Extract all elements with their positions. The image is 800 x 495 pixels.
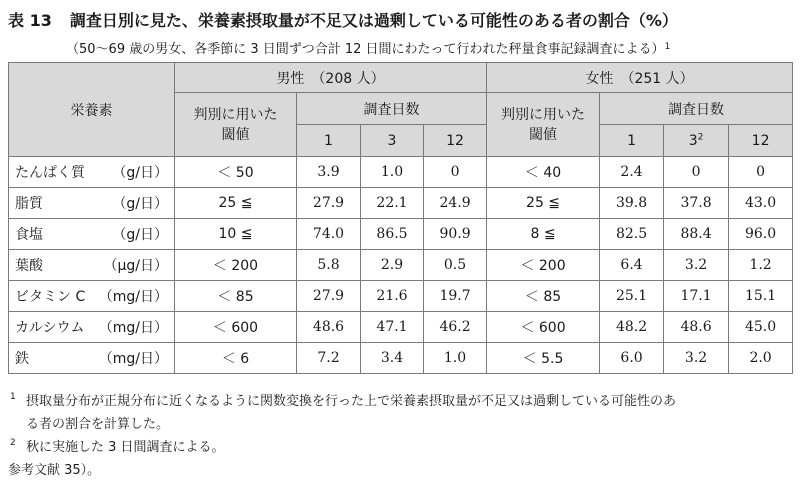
table-row [9, 219, 793, 250]
header-male-day-12: 12 [424, 125, 487, 157]
male-day-3-cell: 47.1 [361, 312, 424, 343]
male-day-1-cell: 27.9 [297, 188, 361, 219]
nutrient-unit: （g/日） [112, 227, 168, 243]
female-day-3-cell: 17.1 [664, 281, 729, 312]
footnote-mark: 2 [697, 131, 704, 142]
male-day-12-cell: 19.7 [424, 281, 487, 312]
footnote-mark: 1 [10, 392, 16, 402]
female-criterion-cell: ＜ 200 [487, 250, 600, 281]
header-male-days: 調査日数 [297, 93, 487, 125]
female-criterion-cell: ＜ 40 [487, 157, 600, 188]
female-criterion-cell: ＜ 85 [487, 281, 600, 312]
female-day-3-cell: 0 [664, 157, 729, 188]
table-row [9, 157, 793, 188]
criterion-label-line2: 閾値 [529, 126, 558, 143]
footnote-mark: 2 [10, 438, 16, 448]
nutrient-name: 葉酸 [15, 258, 43, 274]
subtitle-text: （50～69 歳の男女、各季節に 3 日間ずつ合計 12 日間にわたって行われた秤量食事記録調査による） [66, 41, 665, 57]
female-day-1-cell: 6.4 [600, 250, 664, 281]
nutrient-name: 脂質 [15, 196, 43, 212]
nutrient-name: 食塩 [15, 227, 43, 243]
nutrient-cell [9, 281, 175, 312]
female-day-3-cell: 48.6 [664, 312, 729, 343]
male-day-12-cell: 90.9 [424, 219, 487, 250]
header-female-day-3 [664, 125, 729, 157]
male-day-1-cell: 3.9 [297, 157, 361, 188]
male-criterion-cell: 10 ≦ [175, 219, 297, 250]
male-criterion-cell: ＜ 50 [175, 157, 297, 188]
table-row [9, 312, 793, 343]
female-day-3-cell: 3.2 [664, 250, 729, 281]
criterion-label-line1: 判別に用いた [501, 106, 586, 123]
footnotes [8, 390, 792, 482]
criterion-label-line1: 判別に用いた [193, 106, 278, 123]
nutrient-cell [9, 219, 175, 250]
reference-note: 参考文献 35）。 [8, 463, 101, 478]
table-number: 表 13 [8, 10, 52, 30]
nutrient-table [8, 62, 793, 374]
female-day-1-cell: 48.2 [600, 312, 664, 343]
female-day-3-cell: 37.8 [664, 188, 729, 219]
male-day-12-cell: 0.5 [424, 250, 487, 281]
table-subtitle: （50～69 歳の男女、各季節に 3 日間ずつ合計 12 日間にわたって行われた秤量食事記録調査による） 1 [66, 36, 670, 58]
female-day-3-cell: 3.2 [664, 343, 729, 374]
table-title: 調査日別に見た、栄養素摂取量が不足又は過剰している可能性のある者の割合（%） [69, 10, 678, 30]
nutrient-unit: （mg/日） [98, 320, 168, 336]
nutrient-unit: （g/日） [112, 165, 168, 181]
nutrient-name: ビタミン C [15, 289, 86, 305]
male-criterion-cell: ＜ 600 [175, 312, 297, 343]
header-female-day-12 [729, 125, 793, 157]
nutrient-cell [9, 250, 175, 281]
header-male-day-3: 3 [361, 125, 424, 157]
footnote-text: 摂取量分布が正規分布に近くなるように関数変換を行った上で栄養素摂取量が不足又は過剰している可能性のあ [26, 394, 677, 409]
footnote-text-cont: る者の割合を計算した。 [26, 417, 170, 432]
nutrient-name: カルシウム [15, 320, 85, 336]
footnote-2 [8, 436, 792, 459]
nutrient-unit: （mg/日） [98, 289, 168, 305]
nutrient-cell [9, 312, 175, 343]
female-day-1-cell: 6.0 [600, 343, 664, 374]
table-row [9, 188, 793, 219]
table-body [9, 157, 793, 374]
header-group-male: 男性 （208 人） [175, 63, 487, 93]
header-group-female: 女性 （251 人） [487, 63, 793, 93]
table-row [9, 343, 793, 374]
male-day-1-cell: 7.2 [297, 343, 361, 374]
header-male-criterion [175, 93, 297, 157]
male-day-3-cell: 1.0 [361, 157, 424, 188]
day-label: 3 [688, 132, 698, 149]
male-criterion-cell: ＜ 200 [175, 250, 297, 281]
female-day-12-cell: 0 [729, 157, 793, 188]
male-criterion-cell: ＜ 6 [175, 343, 297, 374]
female-day-3-cell: 88.4 [664, 219, 729, 250]
header-male-day-1: 1 [297, 125, 361, 157]
female-day-12-cell: 2.0 [729, 343, 793, 374]
female-day-12-cell: 43.0 [729, 188, 793, 219]
nutrient-cell [9, 188, 175, 219]
footnote-text: 秋に実施した 3 日間調査による。 [26, 440, 225, 455]
female-day-12-cell: 45.0 [729, 312, 793, 343]
nutrient-unit: （mg/日） [98, 351, 168, 367]
female-criterion-cell: 8 ≦ [487, 219, 600, 250]
nutrient-cell [9, 343, 175, 374]
male-day-3-cell: 21.6 [361, 281, 424, 312]
header-female-day-1 [600, 125, 664, 157]
female-day-1-cell: 2.4 [600, 157, 664, 188]
male-criterion-cell: 25 ≦ [175, 188, 297, 219]
nutrient-unit: （μg/日） [103, 258, 168, 274]
female-criterion-cell: ＜ 600 [487, 312, 600, 343]
table-caption [8, 4, 678, 34]
male-day-12-cell: 24.9 [424, 188, 487, 219]
female-criterion-cell: 25 ≦ [487, 188, 600, 219]
male-day-12-cell: 0 [424, 157, 487, 188]
male-day-3-cell: 86.5 [361, 219, 424, 250]
male-day-3-cell: 22.1 [361, 188, 424, 219]
female-criterion-cell: ＜ 5.5 [487, 343, 600, 374]
male-day-1-cell: 74.0 [297, 219, 361, 250]
day-label: 1 [627, 132, 636, 149]
day-label: 12 [751, 132, 770, 149]
header-female-days: 調査日数 [600, 93, 793, 125]
table-row [9, 250, 793, 281]
male-criterion-cell: ＜ 85 [175, 281, 297, 312]
header-nutrient: 栄養素 [9, 63, 175, 157]
nutrient-cell [9, 157, 175, 188]
female-day-1-cell: 82.5 [600, 219, 664, 250]
female-day-12-cell: 96.0 [729, 219, 793, 250]
male-day-1-cell: 5.8 [297, 250, 361, 281]
nutrient-name: たんぱく質 [15, 165, 85, 181]
male-day-1-cell: 48.6 [297, 312, 361, 343]
male-day-3-cell: 2.9 [361, 250, 424, 281]
female-day-1-cell: 25.1 [600, 281, 664, 312]
nutrient-name: 鉄 [15, 351, 29, 367]
table-row [9, 281, 793, 312]
header-female-criterion [487, 93, 600, 157]
male-day-3-cell: 3.4 [361, 343, 424, 374]
female-day-12-cell: 1.2 [729, 250, 793, 281]
female-day-12-cell: 15.1 [729, 281, 793, 312]
nutrient-unit: （g/日） [112, 196, 168, 212]
footnote-1 [8, 390, 792, 436]
male-day-12-cell: 1.0 [424, 343, 487, 374]
male-day-1-cell: 27.9 [297, 281, 361, 312]
female-day-1-cell: 39.8 [600, 188, 664, 219]
male-day-12-cell: 46.2 [424, 312, 487, 343]
criterion-label-line2: 閾値 [221, 126, 250, 143]
